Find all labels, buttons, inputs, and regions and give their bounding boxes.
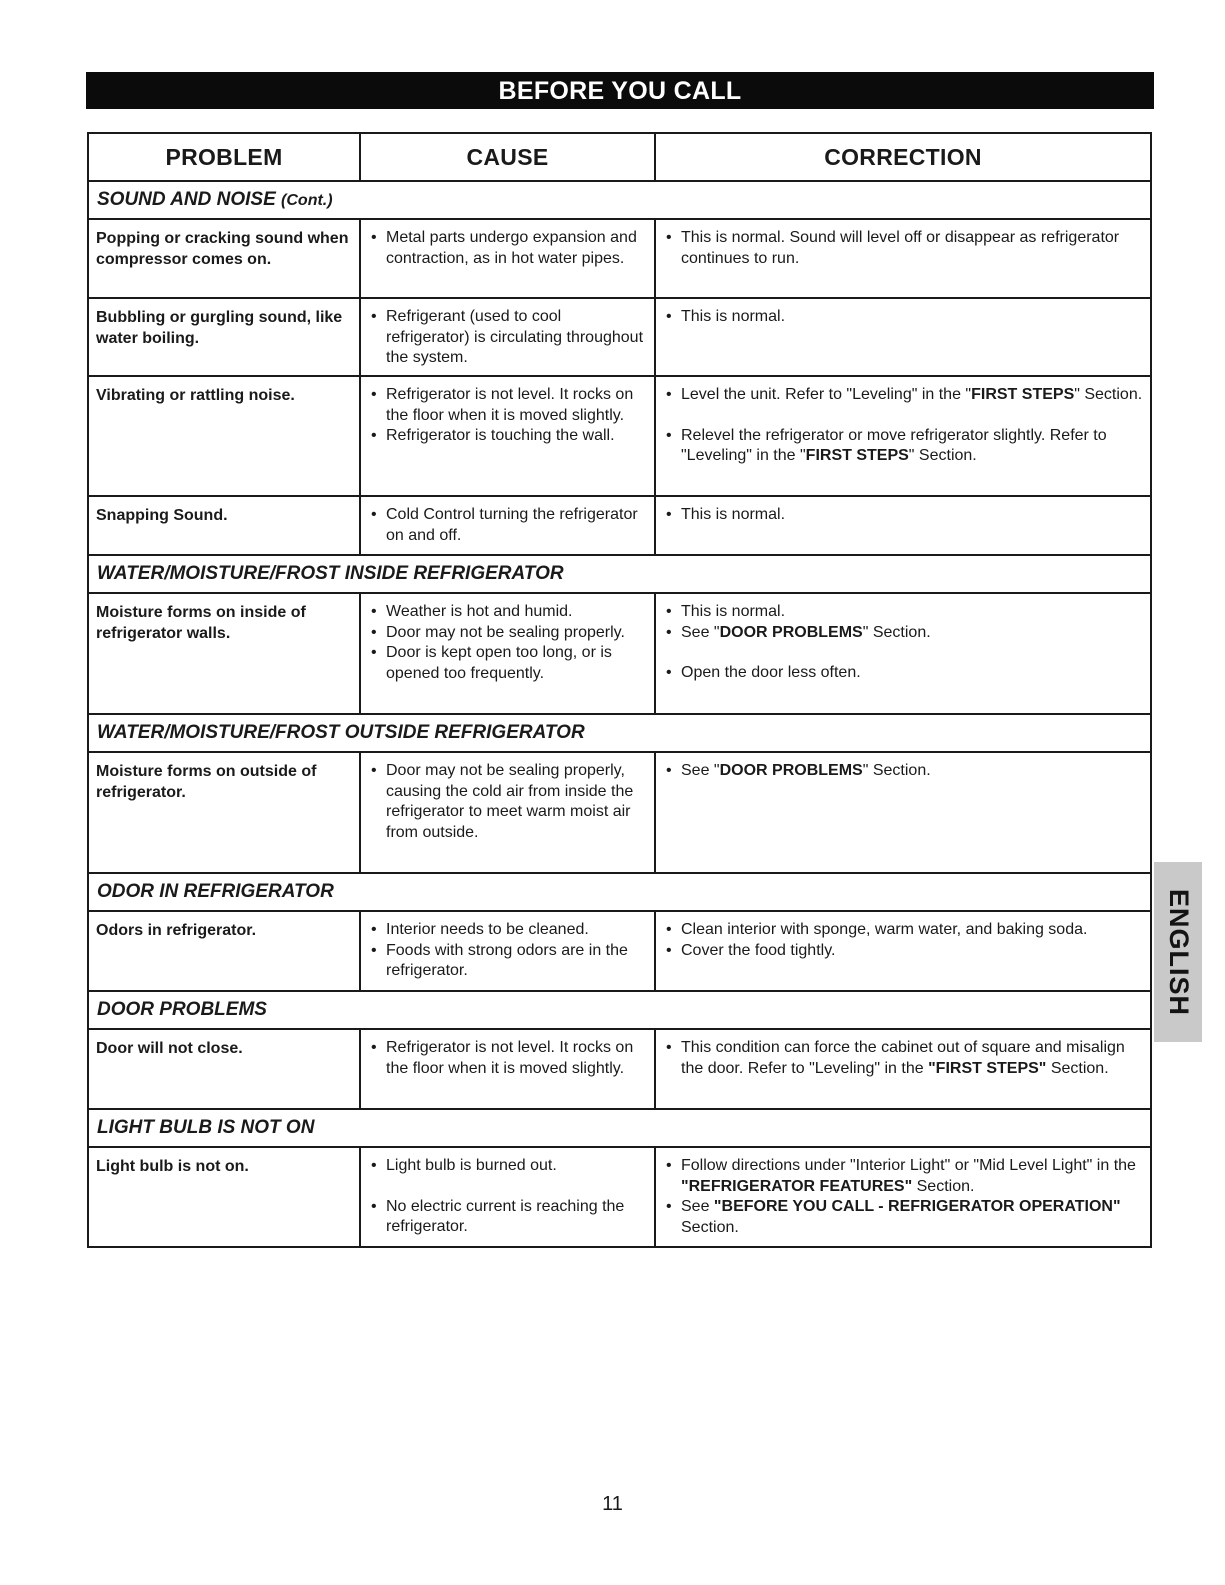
section-heading-moisture-inside: WATER/MOISTURE/FROST INSIDE REFRIGERATOR xyxy=(88,555,1151,593)
correction-item: • This is normal. xyxy=(664,602,1144,623)
section-row xyxy=(88,714,1151,752)
cause-item: • Foods with strong odors are in the refrigerator. xyxy=(369,941,648,982)
problem-cell: Door will not close. xyxy=(88,1029,360,1109)
correction-cell xyxy=(655,1147,1151,1247)
header-correction: CORRECTION xyxy=(655,133,1151,181)
section-title-suffix: (Cont.) xyxy=(281,192,333,209)
section-heading-odor: ODOR IN REFRIGERATOR xyxy=(88,873,1151,911)
cause-cell xyxy=(360,496,655,555)
correction-cell xyxy=(655,1029,1151,1109)
section-heading-sound-noise xyxy=(88,181,1151,219)
cause-cell xyxy=(360,1029,655,1109)
correction-cell xyxy=(655,376,1151,496)
correction-item: • Relevel the refrigerator or move refrigerator slightly. Refer to "Leveling" in the "FIRST STEPS" Section. xyxy=(664,426,1144,467)
correction-item: • Level the unit. Refer to "Leveling" in the "FIRST STEPS" Section. xyxy=(664,385,1144,406)
section-title: SOUND AND NOISE xyxy=(97,189,276,210)
correction-cell xyxy=(655,496,1151,555)
table-header-row xyxy=(88,133,1151,181)
correction-cell xyxy=(655,752,1151,873)
correction-item: • See "DOOR PROBLEMS" Section. xyxy=(664,623,1144,644)
problem-cell: Odors in refrigerator. xyxy=(88,911,360,991)
correction-item: • Open the door less often. xyxy=(664,663,1144,684)
problem-cell: Vibrating or rattling noise. xyxy=(88,376,360,496)
table-row xyxy=(88,1147,1151,1247)
table-row xyxy=(88,376,1151,496)
section-row xyxy=(88,181,1151,219)
correction-item: • Cover the food tightly. xyxy=(664,941,1144,962)
header-problem: PROBLEM xyxy=(88,133,360,181)
section-heading-light-bulb: LIGHT BULB IS NOT ON xyxy=(88,1109,1151,1147)
problem-cell: Light bulb is not on. xyxy=(88,1147,360,1247)
cause-item: • Cold Control turning the refrigerator on and off. xyxy=(369,505,648,546)
page-number: 11 xyxy=(602,1493,623,1515)
problem-cell: Bubbling or gurgling sound, like water boiling. xyxy=(88,298,360,376)
table-row xyxy=(88,496,1151,555)
table-row xyxy=(88,219,1151,298)
cause-item: • Door is kept open too long, or is opened too frequently. xyxy=(369,643,648,684)
correction-cell xyxy=(655,219,1151,298)
correction-cell xyxy=(655,911,1151,991)
table-row xyxy=(88,298,1151,376)
correction-item: • This is normal. xyxy=(664,505,1144,526)
section-row xyxy=(88,991,1151,1029)
cause-item: • Door may not be sealing properly. xyxy=(369,623,648,644)
problem-cell: Snapping Sound. xyxy=(88,496,360,555)
problem-cell: Popping or cracking sound when compressor comes on. xyxy=(88,219,360,298)
troubleshooting-table xyxy=(87,132,1152,1248)
correction-item: • Follow directions under "Interior Light" or "Mid Level Light" in the "REFRIGERATOR FEATURES" Section. xyxy=(664,1156,1144,1197)
cause-item: • Metal parts undergo expansion and contraction, as in hot water pipes. xyxy=(369,228,648,269)
section-row xyxy=(88,873,1151,911)
correction-item: • This condition can force the cabinet out of square and misalign the door. Refer to "Leveling" in the "FIRST STEPS" Section. xyxy=(664,1038,1144,1079)
cause-cell xyxy=(360,1147,655,1247)
cause-item: • Refrigerator is not level. It rocks on the floor when it is moved slightly. xyxy=(369,1038,648,1079)
cause-cell xyxy=(360,298,655,376)
cause-item: • Interior needs to be cleaned. xyxy=(369,920,648,941)
correction-item: • Clean interior with sponge, warm water, and baking soda. xyxy=(664,920,1144,941)
correction-item: • This is normal. Sound will level off or disappear as refrigerator continues to run. xyxy=(664,228,1144,269)
cause-item: • Weather is hot and humid. xyxy=(369,602,648,623)
problem-cell: Moisture forms on inside of refrigerator walls. xyxy=(88,593,360,714)
table-row xyxy=(88,752,1151,873)
cause-item: • Refrigerator is not level. It rocks on the floor when it is moved slightly. xyxy=(369,385,648,426)
correction-cell xyxy=(655,593,1151,714)
cause-cell xyxy=(360,376,655,496)
correction-item: • See "BEFORE YOU CALL - REFRIGERATOR OPERATION" Section. xyxy=(664,1197,1144,1238)
language-label: ENGLISH xyxy=(1163,888,1194,1016)
cause-cell xyxy=(360,752,655,873)
cause-cell xyxy=(360,593,655,714)
cause-cell xyxy=(360,911,655,991)
cause-item: • No electric current is reaching the refrigerator. xyxy=(369,1197,648,1238)
cause-item: • Light bulb is burned out. xyxy=(369,1156,648,1177)
correction-item: • This is normal. xyxy=(664,307,1144,328)
section-row xyxy=(88,555,1151,593)
header-cause: CAUSE xyxy=(360,133,655,181)
section-heading-door-problems: DOOR PROBLEMS xyxy=(88,991,1151,1029)
section-row xyxy=(88,1109,1151,1147)
cause-item: • Refrigerant (used to cool refrigerator) is circulating throughout the system. xyxy=(369,307,648,369)
correction-item: • See "DOOR PROBLEMS" Section. xyxy=(664,761,1144,782)
table-row xyxy=(88,593,1151,714)
table-row xyxy=(88,911,1151,991)
correction-cell xyxy=(655,298,1151,376)
problem-cell: Moisture forms on outside of refrigerator. xyxy=(88,752,360,873)
table-row xyxy=(88,1029,1151,1109)
page-banner-title: BEFORE YOU CALL xyxy=(86,72,1154,109)
cause-item: • Refrigerator is touching the wall. xyxy=(369,426,648,447)
section-heading-moisture-outside: WATER/MOISTURE/FROST OUTSIDE REFRIGERATOR xyxy=(88,714,1151,752)
language-side-tab xyxy=(1154,862,1202,1042)
cause-cell xyxy=(360,219,655,298)
cause-item: • Door may not be sealing properly, causing the cold air from inside the refrigerator to meet warm moist air from outside. xyxy=(369,761,648,843)
